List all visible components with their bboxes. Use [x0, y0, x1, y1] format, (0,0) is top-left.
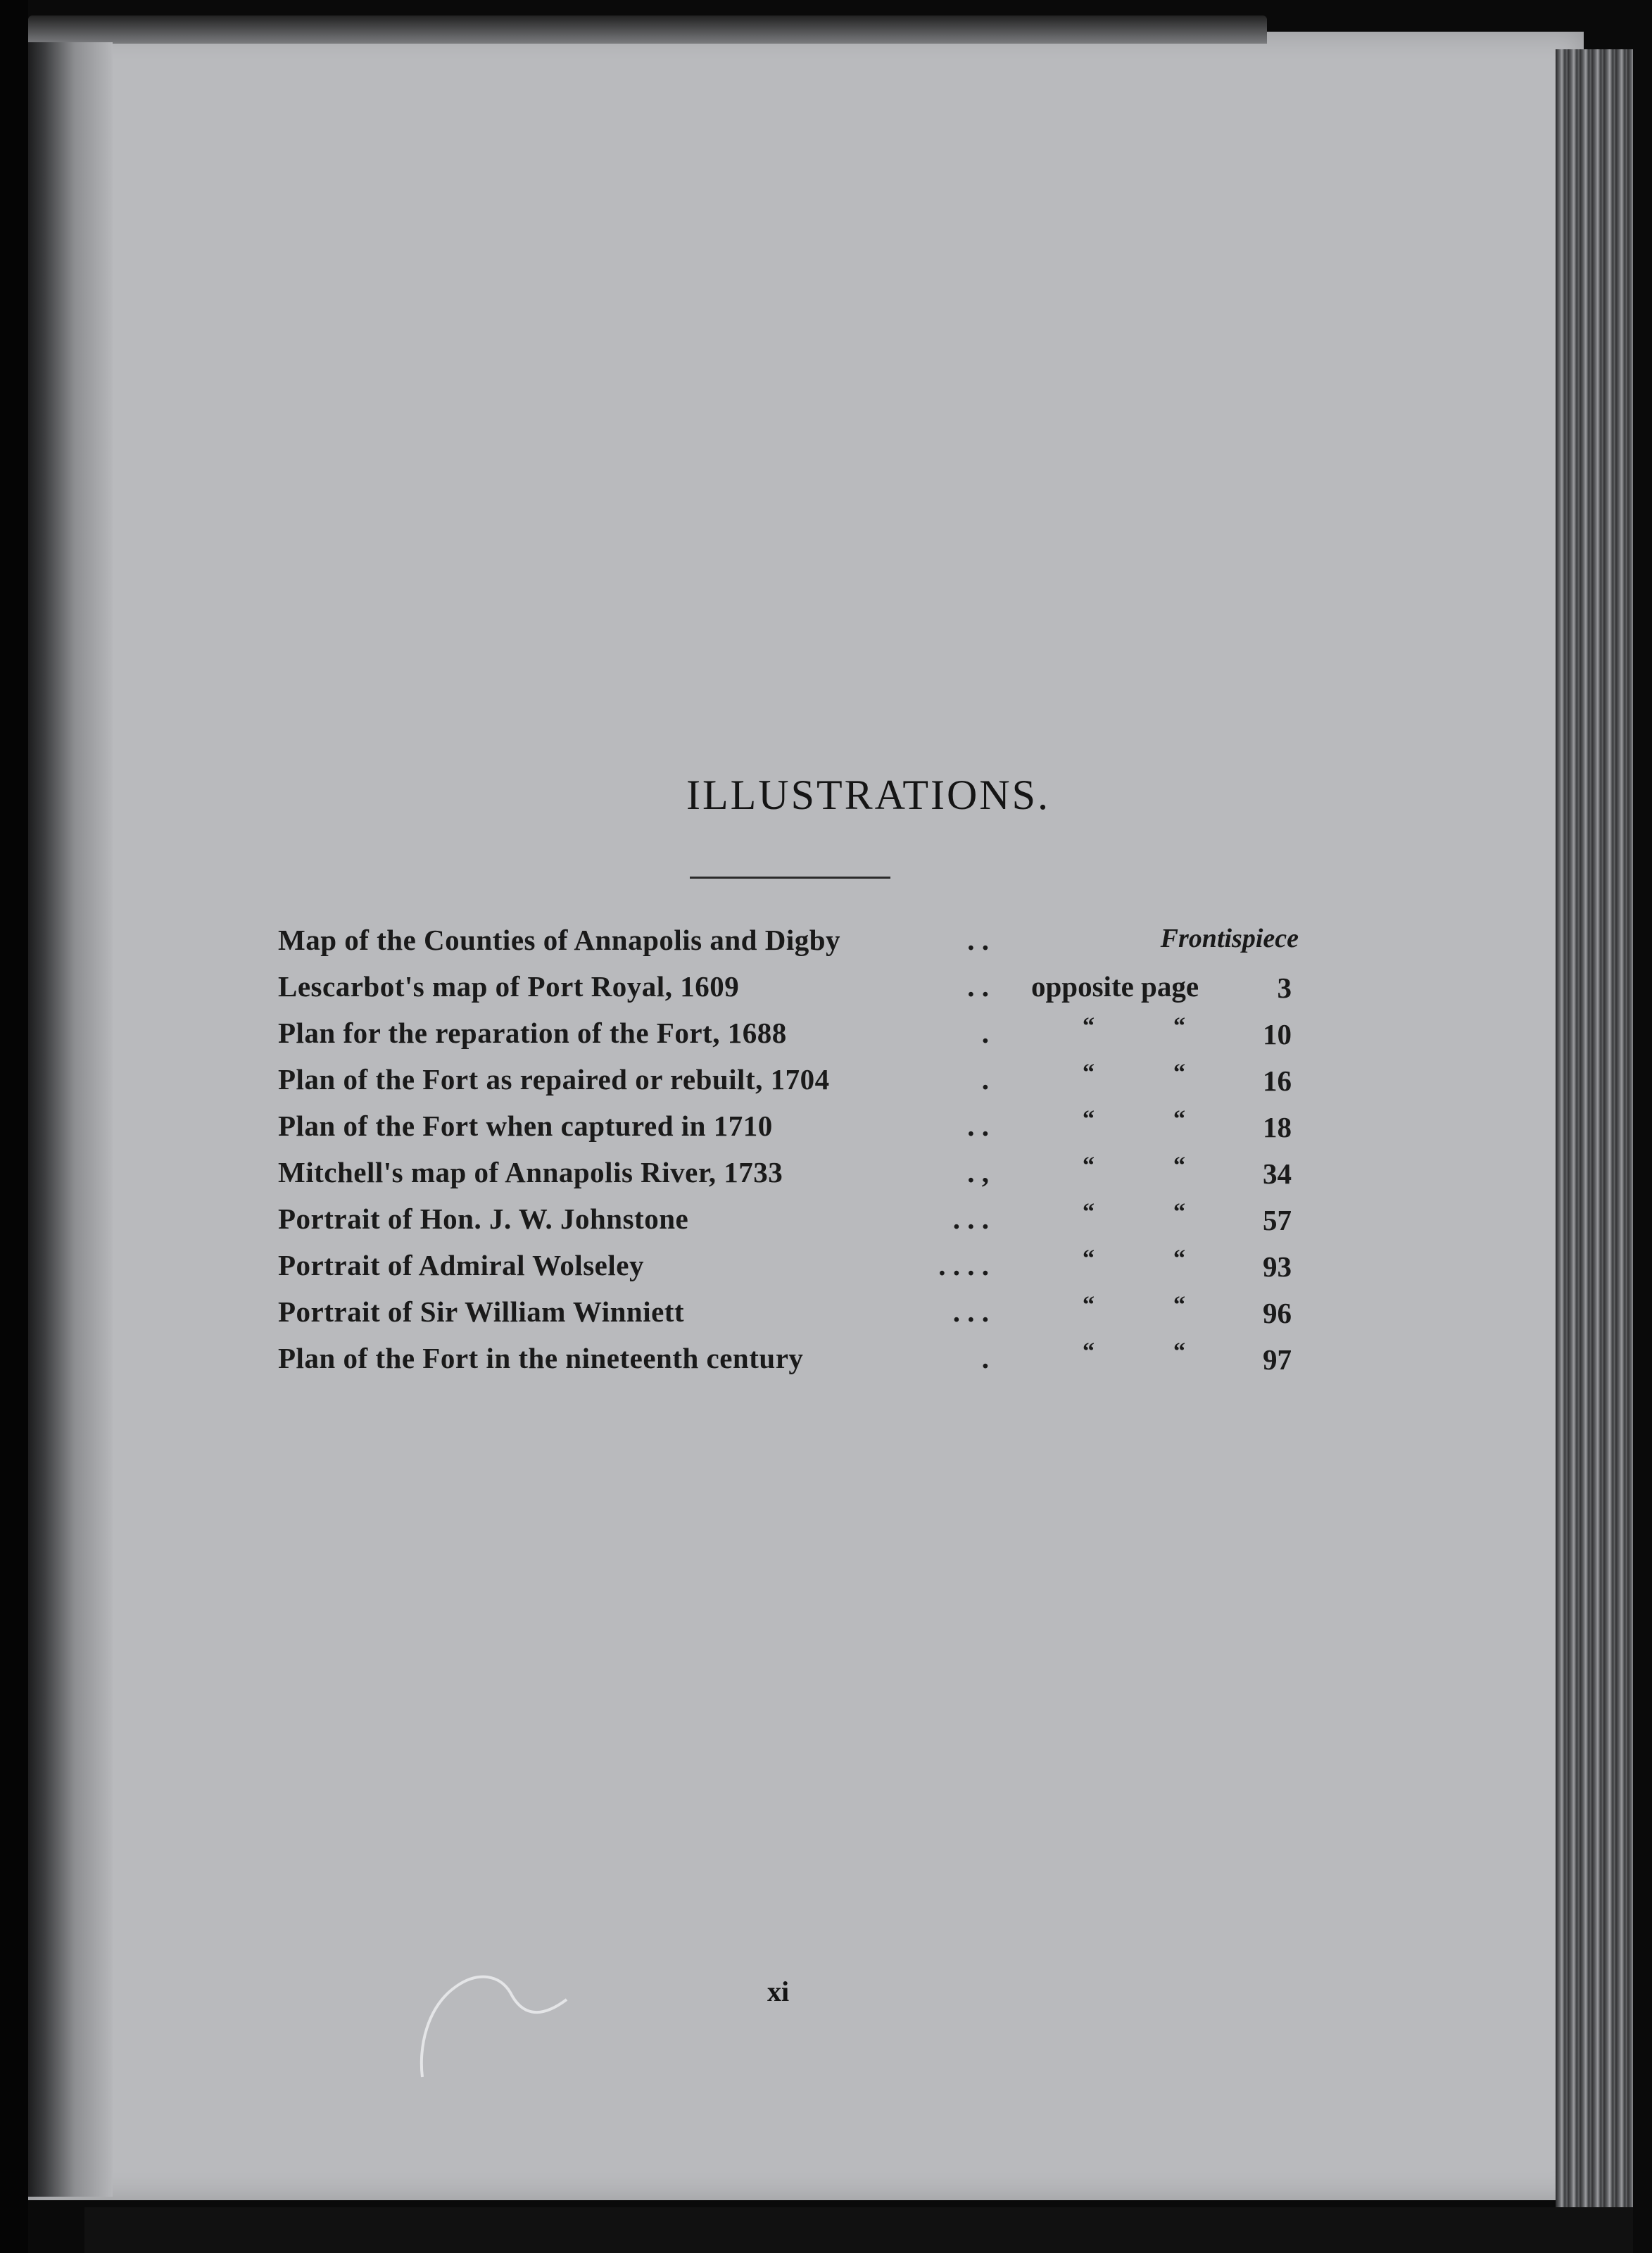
dot-leader: . , — [967, 1156, 989, 1188]
ditto-mark: “ — [1083, 1013, 1095, 1039]
entry-page-number: 97 — [1263, 1343, 1292, 1376]
entry-placement: Frontispiece — [1160, 924, 1299, 953]
ditto-mark: “ — [1173, 1060, 1185, 1086]
dot-leader: . — [981, 1063, 989, 1096]
dot-leader: . . . — [952, 1295, 989, 1328]
ditto-mark: “ — [1173, 1292, 1185, 1318]
ditto-mark: “ — [1083, 1060, 1095, 1086]
ditto-mark: “ — [1173, 1013, 1185, 1039]
ditto-mark: “ — [1083, 1292, 1095, 1318]
entry-placement: opposite page — [1031, 970, 1199, 1003]
scan-border-left — [0, 0, 28, 2253]
entry-page-number: 3 — [1277, 972, 1292, 1004]
ditto-mark: “ — [1083, 1199, 1095, 1225]
dot-leader: . . — [967, 1110, 989, 1142]
ditto-mark: “ — [1083, 1338, 1095, 1364]
illustrations-list — [278, 917, 1299, 1382]
ditto-mark: “ — [1173, 1199, 1185, 1225]
entry-page-number: 96 — [1263, 1297, 1292, 1329]
ditto-mark: “ — [1173, 1153, 1185, 1179]
entry-title: Map of the Counties of Annapolis and Digby — [278, 924, 841, 956]
entry-title: Portrait of Hon. J. W. Johnstone — [278, 1203, 689, 1235]
entry-page-number: 16 — [1263, 1065, 1292, 1097]
list-item — [278, 1289, 1299, 1336]
list-item — [278, 1010, 1299, 1057]
entry-title: Plan for the reparation of the Fort, 1688 — [278, 1017, 787, 1049]
hair-scratch-mark — [415, 1943, 612, 2084]
entry-title: Plan of the Fort as repaired or rebuilt, 1704 — [278, 1063, 830, 1096]
dot-leader: . — [981, 1342, 989, 1374]
ditto-mark: “ — [1173, 1338, 1185, 1364]
ditto-mark: “ — [1083, 1153, 1095, 1179]
heading-rule — [690, 877, 890, 879]
ditto-mark: “ — [1173, 1106, 1185, 1132]
entry-page-number: 18 — [1263, 1111, 1292, 1143]
list-item — [278, 964, 1299, 1010]
page-number: xi — [767, 1976, 790, 2007]
list-item — [278, 1057, 1299, 1103]
entry-title: Plan of the Fort when captured in 1710 — [278, 1110, 773, 1142]
book-gutter — [28, 42, 113, 2197]
entry-page-number: 93 — [1263, 1250, 1292, 1283]
ditto-mark: “ — [1173, 1245, 1185, 1272]
scan-border-bottom — [84, 2207, 1633, 2253]
entry-title: Mitchell's map of Annapolis River, 1733 — [278, 1156, 783, 1188]
entry-page-number: 57 — [1263, 1204, 1292, 1236]
page-heading: ILLUSTRATIONS. — [686, 772, 1050, 818]
list-item — [278, 1243, 1299, 1289]
entry-page-number: 10 — [1263, 1018, 1292, 1050]
dot-leader: . . — [967, 970, 989, 1003]
dot-leader: . . . — [952, 1203, 989, 1235]
entry-page-number: 34 — [1263, 1157, 1292, 1190]
list-item — [278, 917, 1299, 964]
dot-leader: . . . . — [938, 1249, 989, 1281]
list-item — [278, 1103, 1299, 1150]
ditto-mark: “ — [1083, 1106, 1095, 1132]
page-stack-edge — [1556, 49, 1633, 2218]
entry-title: Plan of the Fort in the nineteenth century — [278, 1342, 804, 1374]
dot-leader: . — [981, 1017, 989, 1049]
entry-title: Portrait of Admiral Wolseley — [278, 1249, 644, 1281]
dot-leader: . . — [967, 924, 989, 956]
ditto-mark: “ — [1083, 1245, 1095, 1272]
list-item — [278, 1196, 1299, 1243]
list-item — [278, 1336, 1299, 1382]
list-item — [278, 1150, 1299, 1196]
entry-title: Portrait of Sir William Winniett — [278, 1295, 685, 1328]
page-top-edge — [28, 15, 1267, 44]
entry-title: Lescarbot's map of Port Royal, 1609 — [278, 970, 740, 1003]
